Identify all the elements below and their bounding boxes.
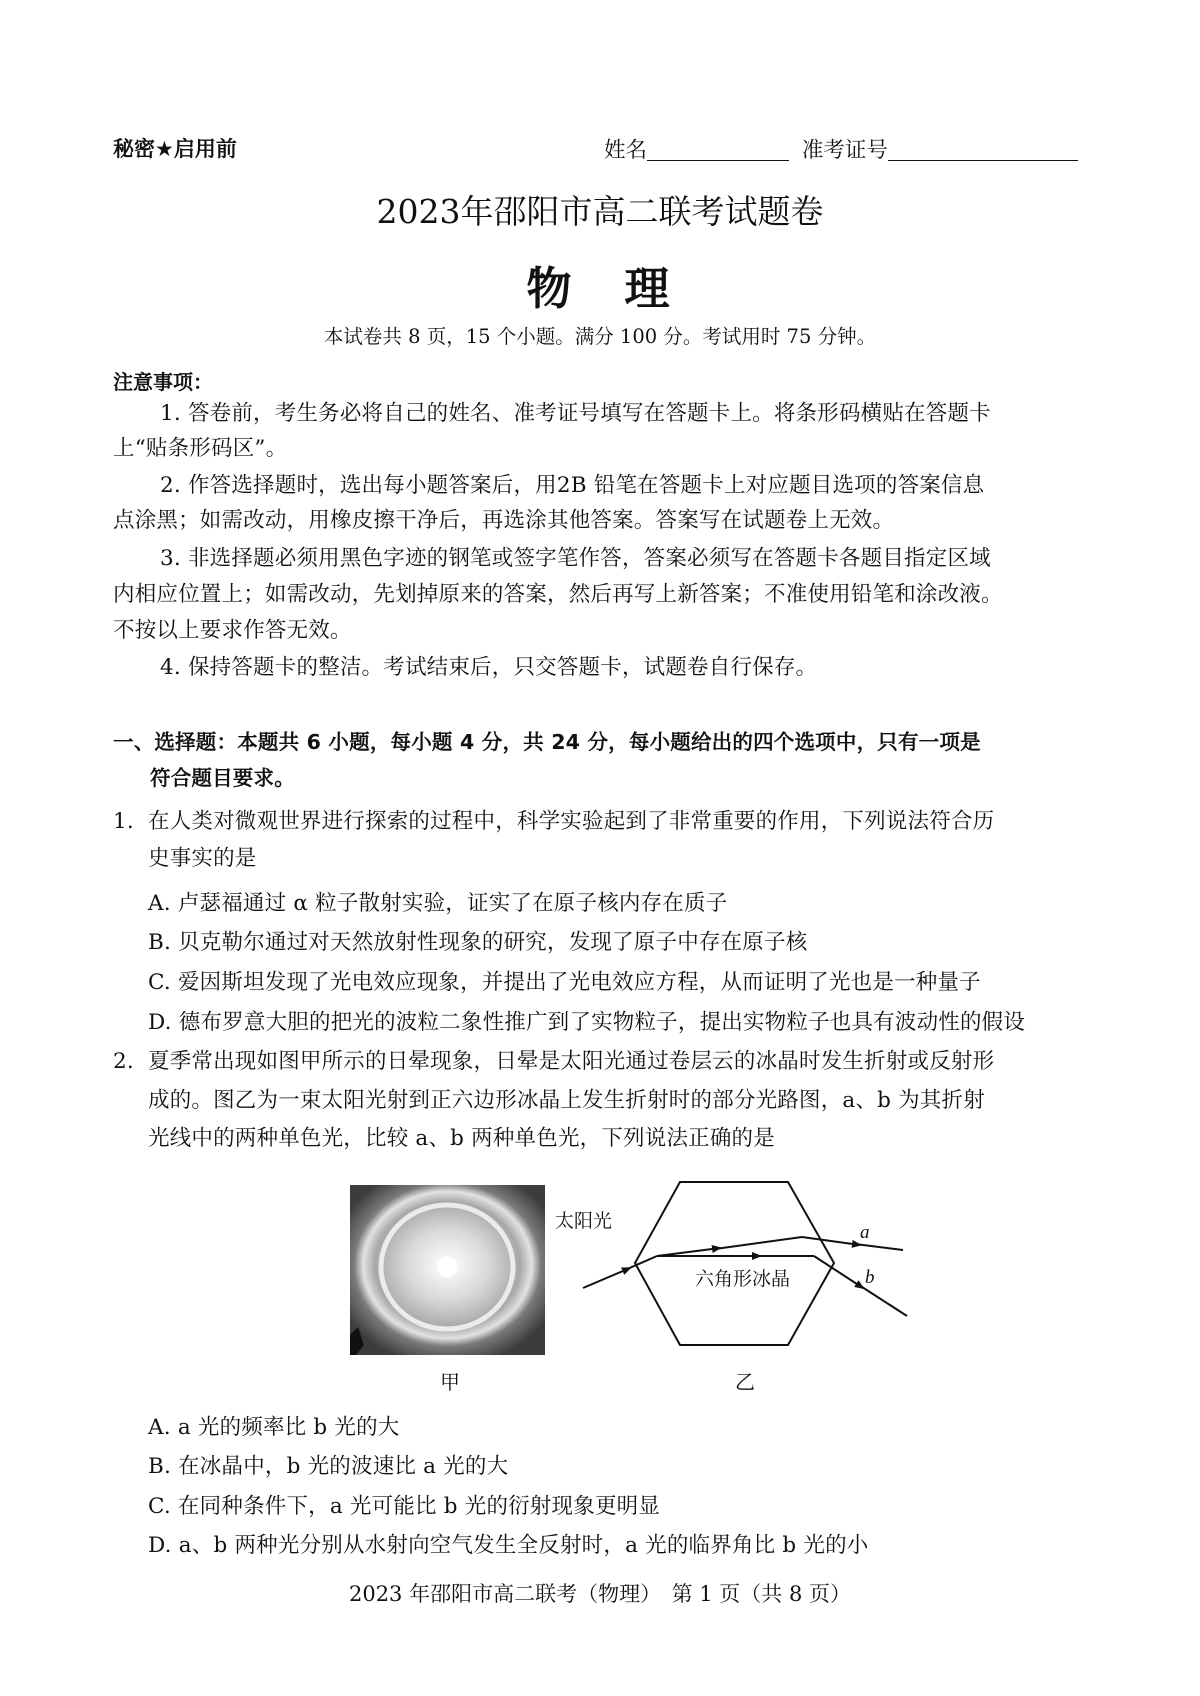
notice-line: 内相应位置上；如需改动，先划掉原来的答案，然后再写上新答案；不准使用铅笔和涂改液。 xyxy=(113,582,1003,607)
ray-b-label: b xyxy=(865,1267,875,1288)
crystal-label: 六角形冰晶 xyxy=(695,1268,791,1290)
question-text: 成的。图乙为一束太阳光射到正六边形冰晶上发生折射时的部分光路图，a、b 为其折射 xyxy=(148,1088,985,1113)
exam-info: 本试卷共 8 页，15 个小题。满分 100 分。考试用时 75 分钟。 xyxy=(323,325,877,348)
notice-line: 3. 非选择题必须用黑色字迹的钢笔或签字笔作答，答案必须写在答题卡各题目指定区域 xyxy=(160,546,991,571)
question-text: 光线中的两种单色光，比较 a、b 两种单色光，下列说法正确的是 xyxy=(148,1126,775,1151)
option-c: C. 在同种条件下，a 光可能比 b 光的衍射现象更明显 xyxy=(148,1494,661,1519)
notice-line: 不按以上要求作答无效。 xyxy=(113,618,352,643)
option-d: D. 德布罗意大胆的把光的波粒二象性推广到了实物粒子，提出实物粒子也具有波动性的假设 xyxy=(148,1010,1026,1035)
section-heading: 一、选择题：本题共 6 小题，每小题 4 分，共 24 分，每小题给出的四个选项中，只有一项是 xyxy=(113,730,981,754)
name-label: 姓名 xyxy=(604,138,648,163)
question-number: 1. xyxy=(113,809,134,834)
hexagon-outline xyxy=(635,1182,834,1345)
confidential-label: 秘密★启用前 xyxy=(113,137,237,161)
notice-line: 4. 保持答题卡的整洁。考试结束后，只交答题卡，试题卷自行保存。 xyxy=(160,655,818,680)
hexagonal-crystal-diagram xyxy=(555,1170,915,1370)
sunlight-label: 太阳光 xyxy=(555,1210,613,1232)
exam-title: 2023年邵阳市高二联考试题卷 xyxy=(376,192,824,231)
incident-ray xyxy=(583,1268,630,1288)
exit-ray-a xyxy=(802,1237,860,1245)
notice-line: 点涂黑；如需改动，用橡皮擦干净后，再选涂其他答案。答案写在试题卷上无效。 xyxy=(113,508,895,533)
option-b: B. 贝克勒尔通过对天然放射性现象的研究，发现了原子中存在原子核 xyxy=(148,930,808,955)
candidate-info xyxy=(604,133,1078,164)
question-number: 2. xyxy=(113,1049,134,1074)
notice-line: 1. 答卷前，考生务必将自己的姓名、准考证号填写在答题卡上。将条形码横贴在答题卡 xyxy=(160,401,991,426)
exam-id-label: 准考证号 xyxy=(801,138,888,163)
page-footer: 2023 年邵阳市高二联考（物理） 第 1 页（共 8 页） xyxy=(348,1582,852,1606)
refracted-ray-a-inside xyxy=(657,1248,720,1256)
question-text: 史事实的是 xyxy=(148,846,257,871)
notice-line: 2. 作答选择题时，选出每小题答案后，用2B 铅笔在答题卡上对应题目选项的答案信息 xyxy=(160,473,985,498)
option-d: D. a、b 两种光分别从水射向空气发生全反射时，a 光的临界角比 b 光的小 xyxy=(148,1533,869,1558)
question-text: 在人类对微观世界进行探索的过程中，科学实验起到了非常重要的作用，下列说法符合历 xyxy=(148,809,995,834)
option-a: A. a 光的频率比 b 光的大 xyxy=(148,1415,400,1440)
figure-caption-left: 甲 xyxy=(440,1370,460,1394)
question-text: 夏季常出现如图甲所示的日晕现象，日晕是太阳光通过卷层云的冰晶时发生折射或反射形 xyxy=(148,1049,995,1074)
exam-id-blank xyxy=(888,138,1078,161)
name-blank xyxy=(647,138,789,161)
notice-line: 上“贴条形码区”。 xyxy=(113,436,288,461)
option-a: A. 卢瑟福通过 α 粒子散射实验，证实了在原子核内存在质子 xyxy=(148,891,728,916)
notice-heading: 注意事项： xyxy=(113,370,213,394)
exit-ray-b xyxy=(814,1256,863,1288)
section-heading-cont: 符合题目要求。 xyxy=(150,766,295,790)
option-c: C. 爱因斯坦发现了光电效应现象，并提出了光电效应方程，从而证明了光也是一种量子 xyxy=(148,970,981,995)
sun-halo-photo xyxy=(350,1185,545,1355)
subject-title: 物 理 xyxy=(526,262,674,315)
option-b: B. 在冰晶中，b 光的波速比 a 光的大 xyxy=(148,1454,509,1479)
ray-a-label: a xyxy=(860,1222,870,1243)
figure-caption-right: 乙 xyxy=(735,1370,755,1394)
